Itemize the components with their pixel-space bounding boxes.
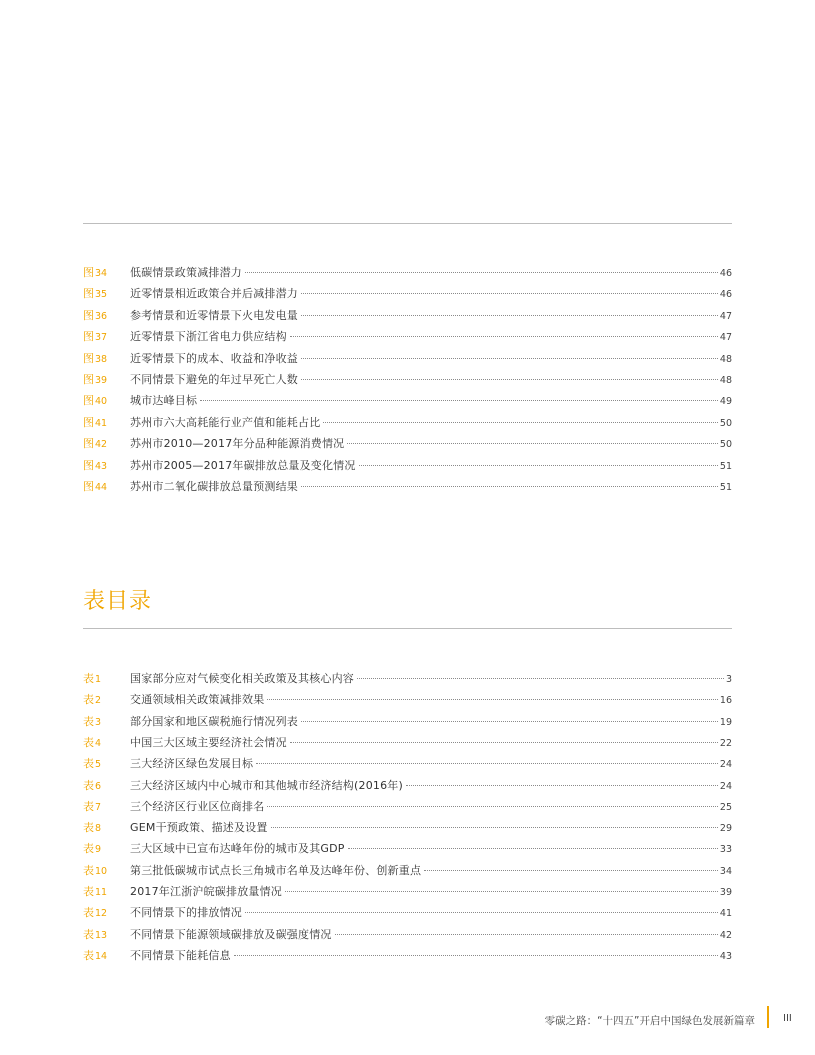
- dot-leader: [357, 678, 724, 679]
- table-entry[interactable]: [83, 714, 732, 730]
- entry-title: 不同情景下能耗信息: [130, 948, 231, 962]
- table-entry[interactable]: [83, 905, 732, 921]
- entry-title: 苏州市二氧化碳排放总量预测结果: [130, 480, 298, 493]
- entry-page: 24: [719, 780, 732, 792]
- entry-title: 苏州市2005—2017年碳排放总量及变化情况: [130, 458, 356, 472]
- entry-page: 46: [719, 268, 732, 279]
- dot-leader: [301, 358, 718, 359]
- figure-entry[interactable]: [83, 372, 732, 388]
- table-entry[interactable]: [83, 863, 732, 879]
- entry-number: 图42: [83, 437, 108, 451]
- figure-entry[interactable]: [83, 308, 732, 324]
- entry-number: 表14: [83, 948, 108, 962]
- figure-entry[interactable]: [83, 329, 732, 345]
- figure-entry[interactable]: [83, 351, 732, 367]
- entry-number: 表6: [83, 778, 102, 792]
- figure-entry[interactable]: [83, 479, 732, 495]
- figure-entry[interactable]: [83, 265, 732, 281]
- entry-number: 表1: [83, 672, 102, 685]
- table-entry[interactable]: [83, 692, 732, 708]
- entry-page: 25: [719, 801, 732, 813]
- dot-leader: [267, 699, 718, 700]
- entry-page: 48: [719, 375, 732, 386]
- figure-entry[interactable]: [83, 393, 732, 409]
- entry-page: 3: [725, 674, 732, 685]
- entry-page: 41: [719, 908, 732, 920]
- dot-leader: [271, 827, 718, 828]
- table-entry[interactable]: [83, 756, 732, 772]
- entry-number: 图43: [83, 458, 108, 472]
- entry-title: 苏州市六大高耗能行业产值和能耗占比: [130, 415, 321, 429]
- dot-leader: [301, 315, 718, 316]
- entry-number: 图39: [83, 373, 108, 386]
- entry-title: 近零情景相近政策合并后减排潜力: [130, 287, 298, 301]
- entry-title: 中国三大区域主要经济社会情况: [130, 735, 287, 749]
- entry-page: 51: [719, 460, 732, 472]
- entry-title: 低碳情景政策减排潜力: [130, 266, 242, 279]
- dot-leader: [290, 742, 718, 743]
- entry-page: 50: [719, 439, 732, 451]
- figure-entry[interactable]: [83, 458, 732, 474]
- table-entry[interactable]: [83, 927, 732, 943]
- entry-page: 47: [719, 332, 732, 344]
- entry-page: 43: [719, 950, 732, 962]
- figure-entry[interactable]: [83, 286, 732, 302]
- entry-page: 49: [719, 396, 732, 408]
- entry-number: 表13: [83, 927, 108, 941]
- tables-heading: 表目录: [83, 589, 153, 614]
- entry-page: 42: [719, 929, 732, 941]
- dot-leader: [424, 870, 718, 871]
- entry-number: 表7: [83, 799, 102, 813]
- entry-title: 近零情景下的成本、收益和净收益: [130, 351, 298, 365]
- entry-number: 图35: [83, 287, 108, 301]
- dot-leader: [301, 293, 718, 294]
- entry-title: 近零情景下浙江省电力供应结构: [130, 330, 287, 344]
- entry-page: 34: [719, 865, 732, 877]
- entry-page: 24: [719, 759, 732, 771]
- table-entry[interactable]: [83, 799, 732, 815]
- table-entry[interactable]: [83, 735, 732, 751]
- entry-number: 表3: [83, 714, 102, 728]
- dot-leader: [406, 785, 718, 786]
- entry-title: 苏州市2010—2017年分品种能源消费情况: [130, 437, 345, 451]
- entry-title: 三大区域中已宣布达峰年份的城市及其GDP: [130, 842, 345, 856]
- dot-leader: [285, 891, 718, 892]
- dot-leader: [234, 955, 718, 956]
- entry-number: 图41: [83, 415, 108, 429]
- entry-number: 图38: [83, 351, 108, 365]
- dot-leader: [256, 763, 718, 764]
- entry-page: 19: [719, 716, 732, 728]
- dot-leader: [335, 934, 718, 935]
- entry-title: 城市达峰目标: [130, 394, 198, 408]
- entry-page: 39: [719, 887, 732, 898]
- entry-number: 表2: [83, 693, 102, 707]
- entry-title: 交通领域相关政策减排效果: [130, 693, 265, 707]
- table-entry[interactable]: [83, 948, 732, 964]
- top-divider: [83, 223, 732, 224]
- footer-page-number: III: [783, 1013, 792, 1024]
- entry-title: GEM干预政策、描述及设置: [130, 821, 268, 835]
- dot-leader: [245, 272, 718, 273]
- entry-number: 表5: [83, 757, 102, 771]
- entry-page: 16: [719, 695, 732, 707]
- footer-accent-bar: [767, 1006, 769, 1028]
- entry-number: 表4: [83, 735, 102, 749]
- entry-number: 表9: [83, 842, 102, 856]
- dot-leader: [301, 486, 718, 487]
- entry-title: 部分国家和地区碳税施行情况列表: [130, 714, 298, 728]
- entry-number: 表12: [83, 906, 108, 920]
- figure-entry[interactable]: [83, 415, 732, 431]
- dot-leader: [348, 848, 718, 849]
- entry-number: 表11: [83, 885, 108, 898]
- entry-page: 46: [719, 289, 732, 301]
- table-entry[interactable]: [83, 820, 732, 836]
- entry-number: 表10: [83, 863, 108, 877]
- entry-title: 参考情景和近零情景下火电发电量: [130, 308, 298, 322]
- dot-leader: [347, 443, 718, 444]
- entry-title: 国家部分应对气候变化相关政策及其核心内容: [130, 672, 354, 685]
- entry-title: 不同情景下能源领域碳排放及碳强度情况: [130, 927, 332, 941]
- tables-divider: [83, 628, 732, 629]
- entry-page: 51: [719, 482, 732, 493]
- dot-leader: [200, 400, 718, 401]
- entry-number: 图34: [83, 266, 108, 279]
- entry-page: 47: [719, 310, 732, 322]
- table-entry[interactable]: [83, 671, 732, 687]
- entry-number: 图37: [83, 330, 108, 344]
- entry-number: 图36: [83, 308, 108, 322]
- entry-page: 29: [719, 823, 732, 835]
- entry-page: 33: [719, 844, 732, 856]
- table-entry[interactable]: [83, 841, 732, 857]
- entry-title: 三大经济区域内中心城市和其他城市经济结构(2016年): [130, 778, 403, 792]
- dot-leader: [323, 422, 718, 423]
- entry-title: 三个经济区行业区位商排名: [130, 799, 265, 813]
- table-entry[interactable]: [83, 884, 732, 900]
- entry-page: 48: [719, 353, 732, 365]
- dot-leader: [245, 912, 718, 913]
- table-entry[interactable]: [83, 778, 732, 794]
- dot-leader: [290, 336, 718, 337]
- entry-number: 表8: [83, 821, 102, 835]
- dot-leader: [359, 465, 718, 466]
- entry-number: 图40: [83, 394, 108, 408]
- entry-number: 图44: [83, 480, 108, 493]
- footer-book-title: 零碳之路：“十四五”开启中国绿色发展新篇章: [544, 1015, 755, 1027]
- entry-title: 三大经济区绿色发展目标: [130, 757, 254, 771]
- dot-leader: [301, 721, 718, 722]
- entry-title: 不同情景下的排放情况: [130, 906, 242, 920]
- dot-leader: [267, 806, 718, 807]
- entry-page: 50: [719, 417, 732, 429]
- figure-entry[interactable]: [83, 436, 732, 452]
- entry-page: 22: [719, 737, 732, 749]
- entry-title: 2017年江浙沪皖碳排放量情况: [130, 885, 282, 898]
- entry-title: 不同情景下避免的年过早死亡人数: [130, 373, 298, 386]
- entry-title: 第三批低碳城市试点长三角城市名单及达峰年份、创新重点: [130, 863, 422, 877]
- dot-leader: [301, 379, 718, 380]
